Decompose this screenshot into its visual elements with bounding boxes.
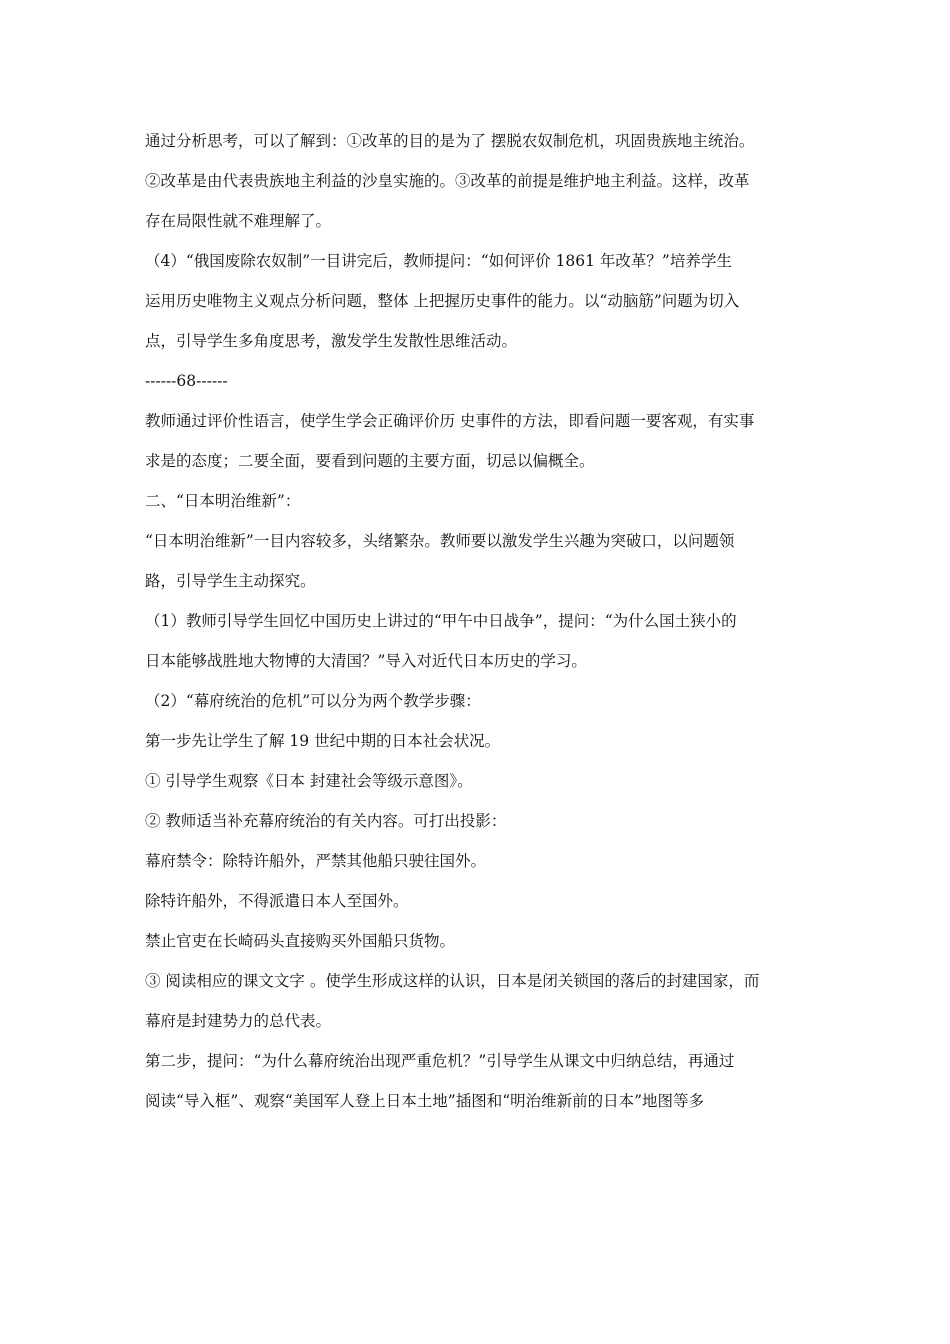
paragraph-step-1: [145, 601, 810, 681]
text-line: 运用历史唯物主义观点分析问题，整体 上把握历史事件的能力。以“动脑筋”问题为切入: [145, 292, 740, 310]
list-item-supplement: [145, 801, 810, 841]
paragraph-evaluation-method: [145, 401, 810, 481]
text-line: 幕府是封建势力的总代表。: [145, 1012, 332, 1030]
text-line: ③ 阅读相应的课文文字 。使学生形成这样的认识，日本是闭关锁国的落后的封建国家，而: [145, 972, 760, 990]
text-line: 二、“日本明治维新”：: [145, 492, 301, 510]
shogunate-ban-3: [145, 921, 810, 961]
text-line: 存在局限性就不难理解了。: [145, 212, 332, 230]
paragraph-evaluate-1861-reform: [145, 241, 810, 361]
text-line: 除特许船外，不得派遣日本人至国外。: [145, 892, 409, 910]
text-line: 第一步先让学生了解 19 世纪中期的日本社会状况。: [145, 732, 501, 750]
list-item-read-text: [145, 961, 810, 1041]
paragraph-meiji-intro: [145, 521, 810, 601]
text-line: （2）“幕府统治的危机”可以分为两个教学步骤：: [145, 692, 481, 710]
paragraph-step-2: [145, 681, 810, 721]
text-line: 点，引导学生多角度思考，激发学生发散性思维活动。: [145, 332, 518, 350]
text-line: ------68------: [145, 372, 228, 390]
text-line: 路，引导学生主动探究。: [145, 572, 316, 590]
section-heading-meiji: [145, 481, 810, 521]
paragraph-reform-analysis: [145, 121, 810, 241]
page-number-marker: [145, 361, 810, 401]
paragraph-second-step: [145, 1041, 810, 1121]
text-line: ① 引导学生观察《日本 封建社会等级示意图》。: [145, 772, 473, 790]
text-line: （4）“俄国废除农奴制”一目讲完后，教师提问：“如何评价 1861 年改革？”培养学生: [145, 252, 732, 270]
text-line: 第二步，提问：“为什么幕府统治出现严重危机？”引导学生从课文中归纳总结，再通过: [145, 1052, 735, 1070]
text-line: ②改革是由代表贵族地主利益的沙皇实施的。③改革的前提是维护地主利益。这样，改革: [145, 172, 750, 190]
text-line: 教师通过评价性语言，使学生学会正确评价历 史事件的方法，即看问题一要客观，有实事: [145, 412, 755, 430]
text-line: 阅读“导入框”、观察“美国军人登上日本土地”插图和“明治维新前的日本”地图等多: [145, 1092, 705, 1110]
list-item-observe-diagram: [145, 761, 810, 801]
text-line: 通过分析思考，可以了解到：①改革的目的是为了 摆脱农奴制危机，巩固贵族地主统治。: [145, 132, 755, 150]
paragraph-first-step: [145, 721, 810, 761]
shogunate-ban-1: [145, 841, 810, 881]
text-line: “日本明治维新”一目内容较多，头绪繁杂。教师要以激发学生兴趣为突破口，以问题领: [145, 532, 735, 550]
shogunate-ban-2: [145, 881, 810, 921]
text-line: 幕府禁令：除特许船外，严禁其他船只驶往国外。: [145, 852, 487, 870]
text-line: 日本能够战胜地大物博的大清国？”导入对近代日本历史的学习。: [145, 652, 587, 670]
text-line: ② 教师适当补充幕府统治的有关内容。可打出投影：: [145, 812, 507, 830]
document-page: [145, 121, 810, 1121]
text-line: （1）教师引导学生回忆中国历史上讲过的“甲午中日战争”，提问：“为什么国土狭小的: [145, 612, 737, 630]
text-line: 禁止官吏在长崎码头直接购买外国船只货物。: [145, 932, 456, 950]
text-line: 求是的态度；二要全面，要看到问题的主要方面，切忌以偏概全。: [145, 452, 595, 470]
